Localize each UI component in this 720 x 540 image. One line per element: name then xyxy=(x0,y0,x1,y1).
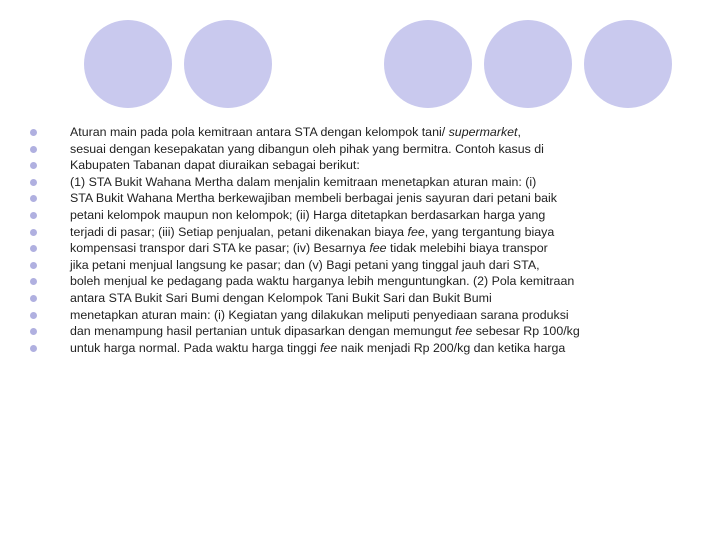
bullet-icon xyxy=(30,345,37,352)
text-line xyxy=(30,124,690,141)
decorative-circle xyxy=(84,20,172,108)
line-text xyxy=(70,258,540,272)
bullet-icon xyxy=(30,262,37,269)
text-segment: untuk harga normal. Pada waktu harga tinggi xyxy=(70,340,321,355)
line-text xyxy=(70,191,557,205)
italic-term: fee xyxy=(455,324,473,339)
bullet-icon xyxy=(30,245,37,252)
bullet-icon xyxy=(30,129,37,136)
text-segment: kompensasi transpor dari STA ke pasar; (iv) Besarnya xyxy=(70,241,370,256)
text-line xyxy=(30,273,690,290)
decorative-circle xyxy=(584,20,672,108)
bullet-icon xyxy=(30,295,37,302)
text-segment: sebesar Rp 100/kg xyxy=(472,324,580,339)
bullet-icon xyxy=(30,212,37,219)
text-segment: dan menampung hasil pertanian untuk dipasarkan dengan memungut xyxy=(70,324,456,339)
italic-term: fee xyxy=(407,224,425,239)
body-text-list xyxy=(30,124,690,356)
line-text xyxy=(70,158,360,172)
text-line xyxy=(30,323,690,340)
text-line xyxy=(30,157,690,174)
text-segment: , xyxy=(517,125,521,139)
decorative-circle xyxy=(484,20,572,108)
line-text xyxy=(70,274,574,288)
text-segment: jika petani menjual langsung ke pasar; dan (v) Bagi petani yang tinggal jauh dari STA, xyxy=(70,257,540,272)
text-line xyxy=(30,340,690,357)
text-segment: , yang tergantung biaya xyxy=(424,224,555,239)
bullet-icon xyxy=(30,162,37,169)
text-segment: petani kelompok maupun non kelompok; (ii) Harga ditetapkan berdasarkan harga yang xyxy=(70,207,546,222)
text-segment: antara STA Bukit Sari Bumi dengan Kelompok Tani Bukit Sari dan Bukit Bumi xyxy=(70,290,492,305)
decorative-circle xyxy=(184,20,272,108)
text-segment: Kabupaten Tabanan dapat diuraikan sebagai berikut: xyxy=(70,158,360,173)
text-line xyxy=(30,290,690,307)
text-segment: menetapkan aturan main: (i) Kegiatan yang dilakukan meliputi penyediaan sarana produksi xyxy=(70,307,569,322)
line-text xyxy=(70,308,569,322)
text-line xyxy=(30,240,690,257)
text-segment: boleh menjual ke pedagang pada waktu harganya lebih menguntungkan. (2) Pola kemitraan xyxy=(70,274,575,289)
text-line xyxy=(30,141,690,158)
line-text xyxy=(70,341,565,355)
decorative-circle xyxy=(384,20,472,108)
line-text xyxy=(70,142,544,156)
text-segment: terjadi di pasar; (iii) Setiap penjualan, petani dikenakan biaya xyxy=(70,224,408,239)
text-line xyxy=(30,190,690,207)
text-line xyxy=(30,224,690,241)
bullet-icon xyxy=(30,328,37,335)
text-segment: STA Bukit Wahana Mertha berkewajiban membeli berbagai jenis sayuran dari petani baik xyxy=(70,191,557,206)
text-segment: naik menjadi Rp 200/kg dan ketika harga xyxy=(337,340,566,355)
bullet-icon xyxy=(30,195,37,202)
text-line xyxy=(30,207,690,224)
text-line xyxy=(30,307,690,324)
text-segment: sesuai dengan kesepakatan yang dibangun oleh pihak yang bermitra. Contoh kasus di xyxy=(70,141,544,156)
line-text xyxy=(70,175,536,189)
text-segment: tidak melebihi biaya transpor xyxy=(386,241,548,256)
line-text xyxy=(70,291,492,305)
line-text xyxy=(70,125,521,139)
line-text xyxy=(70,241,548,255)
italic-term: fee xyxy=(320,340,338,355)
text-line xyxy=(30,257,690,274)
text-segment: Aturan main pada pola kemitraan antara STA dengan kelompok tani/ xyxy=(70,125,449,139)
line-text xyxy=(70,225,554,239)
italic-term: supermarket xyxy=(448,125,518,139)
italic-term: fee xyxy=(369,241,387,256)
bullet-icon xyxy=(30,312,37,319)
bullet-icon xyxy=(30,278,37,285)
line-text xyxy=(70,208,545,222)
text-segment: (1) STA Bukit Wahana Mertha dalam menjalin kemitraan menetapkan aturan main: (i) xyxy=(70,174,537,189)
line-text xyxy=(70,324,580,338)
bullet-icon xyxy=(30,179,37,186)
text-line xyxy=(30,174,690,191)
bullet-icon xyxy=(30,146,37,153)
bullet-icon xyxy=(30,229,37,236)
